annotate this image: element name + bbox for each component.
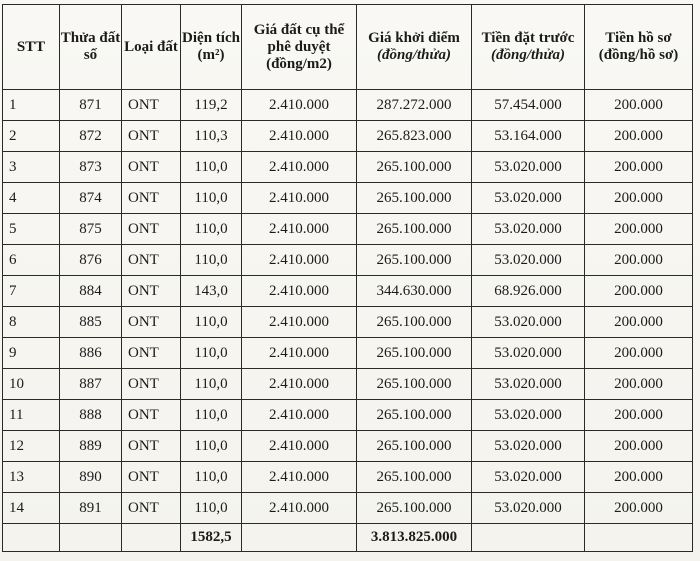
header-tien-ho-so: Tiền hồ sơ (đồng/hồ sơ) [585, 5, 693, 90]
cell-tien-ho-so: 200.000 [585, 493, 693, 524]
cell-tien-dat-truoc: 53.164.000 [472, 121, 585, 152]
cell-tien-dat-truoc: 53.020.000 [472, 462, 585, 493]
table-row [3, 369, 693, 400]
cell-gia-dat: 2.410.000 [242, 183, 357, 214]
cell-stt: 1 [3, 90, 60, 121]
cell-gia-khoi-diem: 265.100.000 [357, 369, 472, 400]
cell-gia-khoi-diem: 287.272.000 [357, 90, 472, 121]
cell-stt: 9 [3, 338, 60, 369]
cell-loai-dat: ONT [122, 183, 181, 214]
total-cell-tdt [472, 524, 585, 552]
cell-gia-dat: 2.410.000 [242, 338, 357, 369]
cell-tien-dat-truoc: 53.020.000 [472, 431, 585, 462]
header-loai-dat: Loại đất [122, 5, 181, 90]
cell-gia-dat: 2.410.000 [242, 152, 357, 183]
cell-loai-dat: ONT [122, 121, 181, 152]
cell-dien-tich: 110,0 [181, 307, 242, 338]
cell-dien-tich: 110,0 [181, 369, 242, 400]
cell-gia-dat: 2.410.000 [242, 462, 357, 493]
total-cell-ths [585, 524, 693, 552]
cell-dien-tich: 110,0 [181, 245, 242, 276]
table-row [3, 307, 693, 338]
table-row [3, 431, 693, 462]
table-row [3, 462, 693, 493]
cell-thua-dat-so: 887 [60, 369, 122, 400]
cell-dien-tich: 110,0 [181, 338, 242, 369]
cell-loai-dat: ONT [122, 369, 181, 400]
header-dien-tich-label: Diện tích [182, 30, 240, 46]
cell-thua-dat-so: 874 [60, 183, 122, 214]
cell-stt: 2 [3, 121, 60, 152]
header-gia-khoi-diem-label: Giá khởi điểm [368, 30, 460, 46]
cell-tien-ho-so: 200.000 [585, 90, 693, 121]
table-row [3, 338, 693, 369]
cell-loai-dat: ONT [122, 276, 181, 307]
cell-gia-dat: 2.410.000 [242, 431, 357, 462]
cell-gia-dat: 2.410.000 [242, 121, 357, 152]
cell-tien-ho-so: 200.000 [585, 121, 693, 152]
cell-loai-dat: ONT [122, 462, 181, 493]
cell-loai-dat: ONT [122, 400, 181, 431]
cell-loai-dat: ONT [122, 338, 181, 369]
table-row [3, 90, 693, 121]
cell-tien-dat-truoc: 53.020.000 [472, 400, 585, 431]
cell-stt: 14 [3, 493, 60, 524]
cell-tien-ho-so: 200.000 [585, 431, 693, 462]
totals-row [3, 524, 693, 552]
total-cell-gia [242, 524, 357, 552]
cell-gia-khoi-diem: 265.100.000 [357, 183, 472, 214]
cell-stt: 8 [3, 307, 60, 338]
table-row [3, 245, 693, 276]
cell-loai-dat: ONT [122, 152, 181, 183]
cell-gia-khoi-diem: 265.100.000 [357, 431, 472, 462]
cell-tien-dat-truoc: 57.454.000 [472, 90, 585, 121]
cell-tien-ho-so: 200.000 [585, 152, 693, 183]
cell-thua-dat-so: 875 [60, 214, 122, 245]
cell-thua-dat-so: 889 [60, 431, 122, 462]
cell-tien-ho-so: 200.000 [585, 183, 693, 214]
cell-tien-ho-so: 200.000 [585, 338, 693, 369]
table-row [3, 493, 693, 524]
cell-gia-khoi-diem: 265.100.000 [357, 338, 472, 369]
cell-dien-tich: 143,0 [181, 276, 242, 307]
cell-dien-tich: 110,0 [181, 493, 242, 524]
table-row [3, 152, 693, 183]
cell-tien-dat-truoc: 53.020.000 [472, 369, 585, 400]
total-cell-stt [3, 524, 60, 552]
cell-tien-ho-so: 200.000 [585, 400, 693, 431]
cell-dien-tich: 110,0 [181, 431, 242, 462]
cell-loai-dat: ONT [122, 245, 181, 276]
header-tien-dat-truoc [472, 5, 585, 90]
cell-gia-dat: 2.410.000 [242, 245, 357, 276]
cell-tien-dat-truoc: 68.926.000 [472, 276, 585, 307]
cell-tien-ho-so: 200.000 [585, 214, 693, 245]
table-row [3, 183, 693, 214]
cell-gia-dat: 2.410.000 [242, 214, 357, 245]
header-row [3, 5, 693, 90]
header-gia-khoi-diem-unit: (đồng/thửa) [377, 47, 451, 63]
header-tien-dat-truoc-unit: (đồng/thửa) [491, 47, 565, 63]
table-row [3, 214, 693, 245]
cell-thua-dat-so: 876 [60, 245, 122, 276]
table-row [3, 400, 693, 431]
header-tien-dat-truoc-label: Tiền đặt trước [481, 30, 575, 46]
cell-thua-dat-so: 871 [60, 90, 122, 121]
cell-tien-ho-so: 200.000 [585, 245, 693, 276]
total-cell-thua [60, 524, 122, 552]
cell-gia-dat: 2.410.000 [242, 369, 357, 400]
cell-thua-dat-so: 886 [60, 338, 122, 369]
table-body [3, 90, 693, 524]
cell-gia-dat: 2.410.000 [242, 276, 357, 307]
table-row [3, 121, 693, 152]
cell-stt: 6 [3, 245, 60, 276]
cell-stt: 11 [3, 400, 60, 431]
cell-dien-tich: 110,0 [181, 400, 242, 431]
total-dien-tich: 1582,5 [181, 524, 242, 552]
cell-thua-dat-so: 891 [60, 493, 122, 524]
cell-tien-dat-truoc: 53.020.000 [472, 307, 585, 338]
header-dien-tich [181, 5, 242, 90]
cell-thua-dat-so: 872 [60, 121, 122, 152]
header-gia-dat: Giá đất cụ thể phê duyệt (đồng/m2) [242, 5, 357, 90]
cell-gia-khoi-diem: 265.100.000 [357, 152, 472, 183]
cell-gia-khoi-diem: 265.823.000 [357, 121, 472, 152]
cell-loai-dat: ONT [122, 307, 181, 338]
cell-thua-dat-so: 885 [60, 307, 122, 338]
cell-gia-dat: 2.410.000 [242, 493, 357, 524]
cell-stt: 5 [3, 214, 60, 245]
cell-gia-khoi-diem: 265.100.000 [357, 214, 472, 245]
cell-stt: 13 [3, 462, 60, 493]
cell-dien-tich: 110,0 [181, 462, 242, 493]
cell-stt: 12 [3, 431, 60, 462]
cell-gia-khoi-diem: 265.100.000 [357, 462, 472, 493]
cell-dien-tich: 110,0 [181, 214, 242, 245]
cell-loai-dat: ONT [122, 214, 181, 245]
cell-thua-dat-so: 873 [60, 152, 122, 183]
cell-tien-dat-truoc: 53.020.000 [472, 338, 585, 369]
cell-tien-dat-truoc: 53.020.000 [472, 152, 585, 183]
header-dien-tich-unit: (m²) [197, 47, 225, 63]
cell-stt: 10 [3, 369, 60, 400]
cell-stt: 7 [3, 276, 60, 307]
cell-dien-tich: 110,0 [181, 183, 242, 214]
header-gia-khoi-diem [357, 5, 472, 90]
cell-stt: 3 [3, 152, 60, 183]
cell-loai-dat: ONT [122, 431, 181, 462]
cell-tien-dat-truoc: 53.020.000 [472, 183, 585, 214]
cell-thua-dat-so: 888 [60, 400, 122, 431]
cell-gia-dat: 2.410.000 [242, 307, 357, 338]
cell-thua-dat-so: 884 [60, 276, 122, 307]
cell-tien-ho-so: 200.000 [585, 369, 693, 400]
cell-stt: 4 [3, 183, 60, 214]
cell-tien-ho-so: 200.000 [585, 462, 693, 493]
cell-gia-khoi-diem: 344.630.000 [357, 276, 472, 307]
land-auction-table [2, 4, 693, 552]
cell-dien-tich: 110,0 [181, 152, 242, 183]
cell-tien-dat-truoc: 53.020.000 [472, 245, 585, 276]
cell-tien-ho-so: 200.000 [585, 307, 693, 338]
header-thua-dat-so: Thửa đất số [60, 5, 122, 90]
cell-dien-tich: 119,2 [181, 90, 242, 121]
cell-loai-dat: ONT [122, 90, 181, 121]
cell-gia-khoi-diem: 265.100.000 [357, 307, 472, 338]
cell-dien-tich: 110,3 [181, 121, 242, 152]
cell-tien-dat-truoc: 53.020.000 [472, 493, 585, 524]
cell-gia-khoi-diem: 265.100.000 [357, 400, 472, 431]
header-stt: STT [3, 5, 60, 90]
cell-gia-dat: 2.410.000 [242, 400, 357, 431]
cell-loai-dat: ONT [122, 493, 181, 524]
total-cell-loai [122, 524, 181, 552]
cell-tien-dat-truoc: 53.020.000 [472, 214, 585, 245]
cell-gia-dat: 2.410.000 [242, 90, 357, 121]
cell-gia-khoi-diem: 265.100.000 [357, 493, 472, 524]
cell-tien-ho-so: 200.000 [585, 276, 693, 307]
cell-thua-dat-so: 890 [60, 462, 122, 493]
cell-gia-khoi-diem: 265.100.000 [357, 245, 472, 276]
table-row [3, 276, 693, 307]
total-gia-khoi-diem: 3.813.825.000 [357, 524, 472, 552]
